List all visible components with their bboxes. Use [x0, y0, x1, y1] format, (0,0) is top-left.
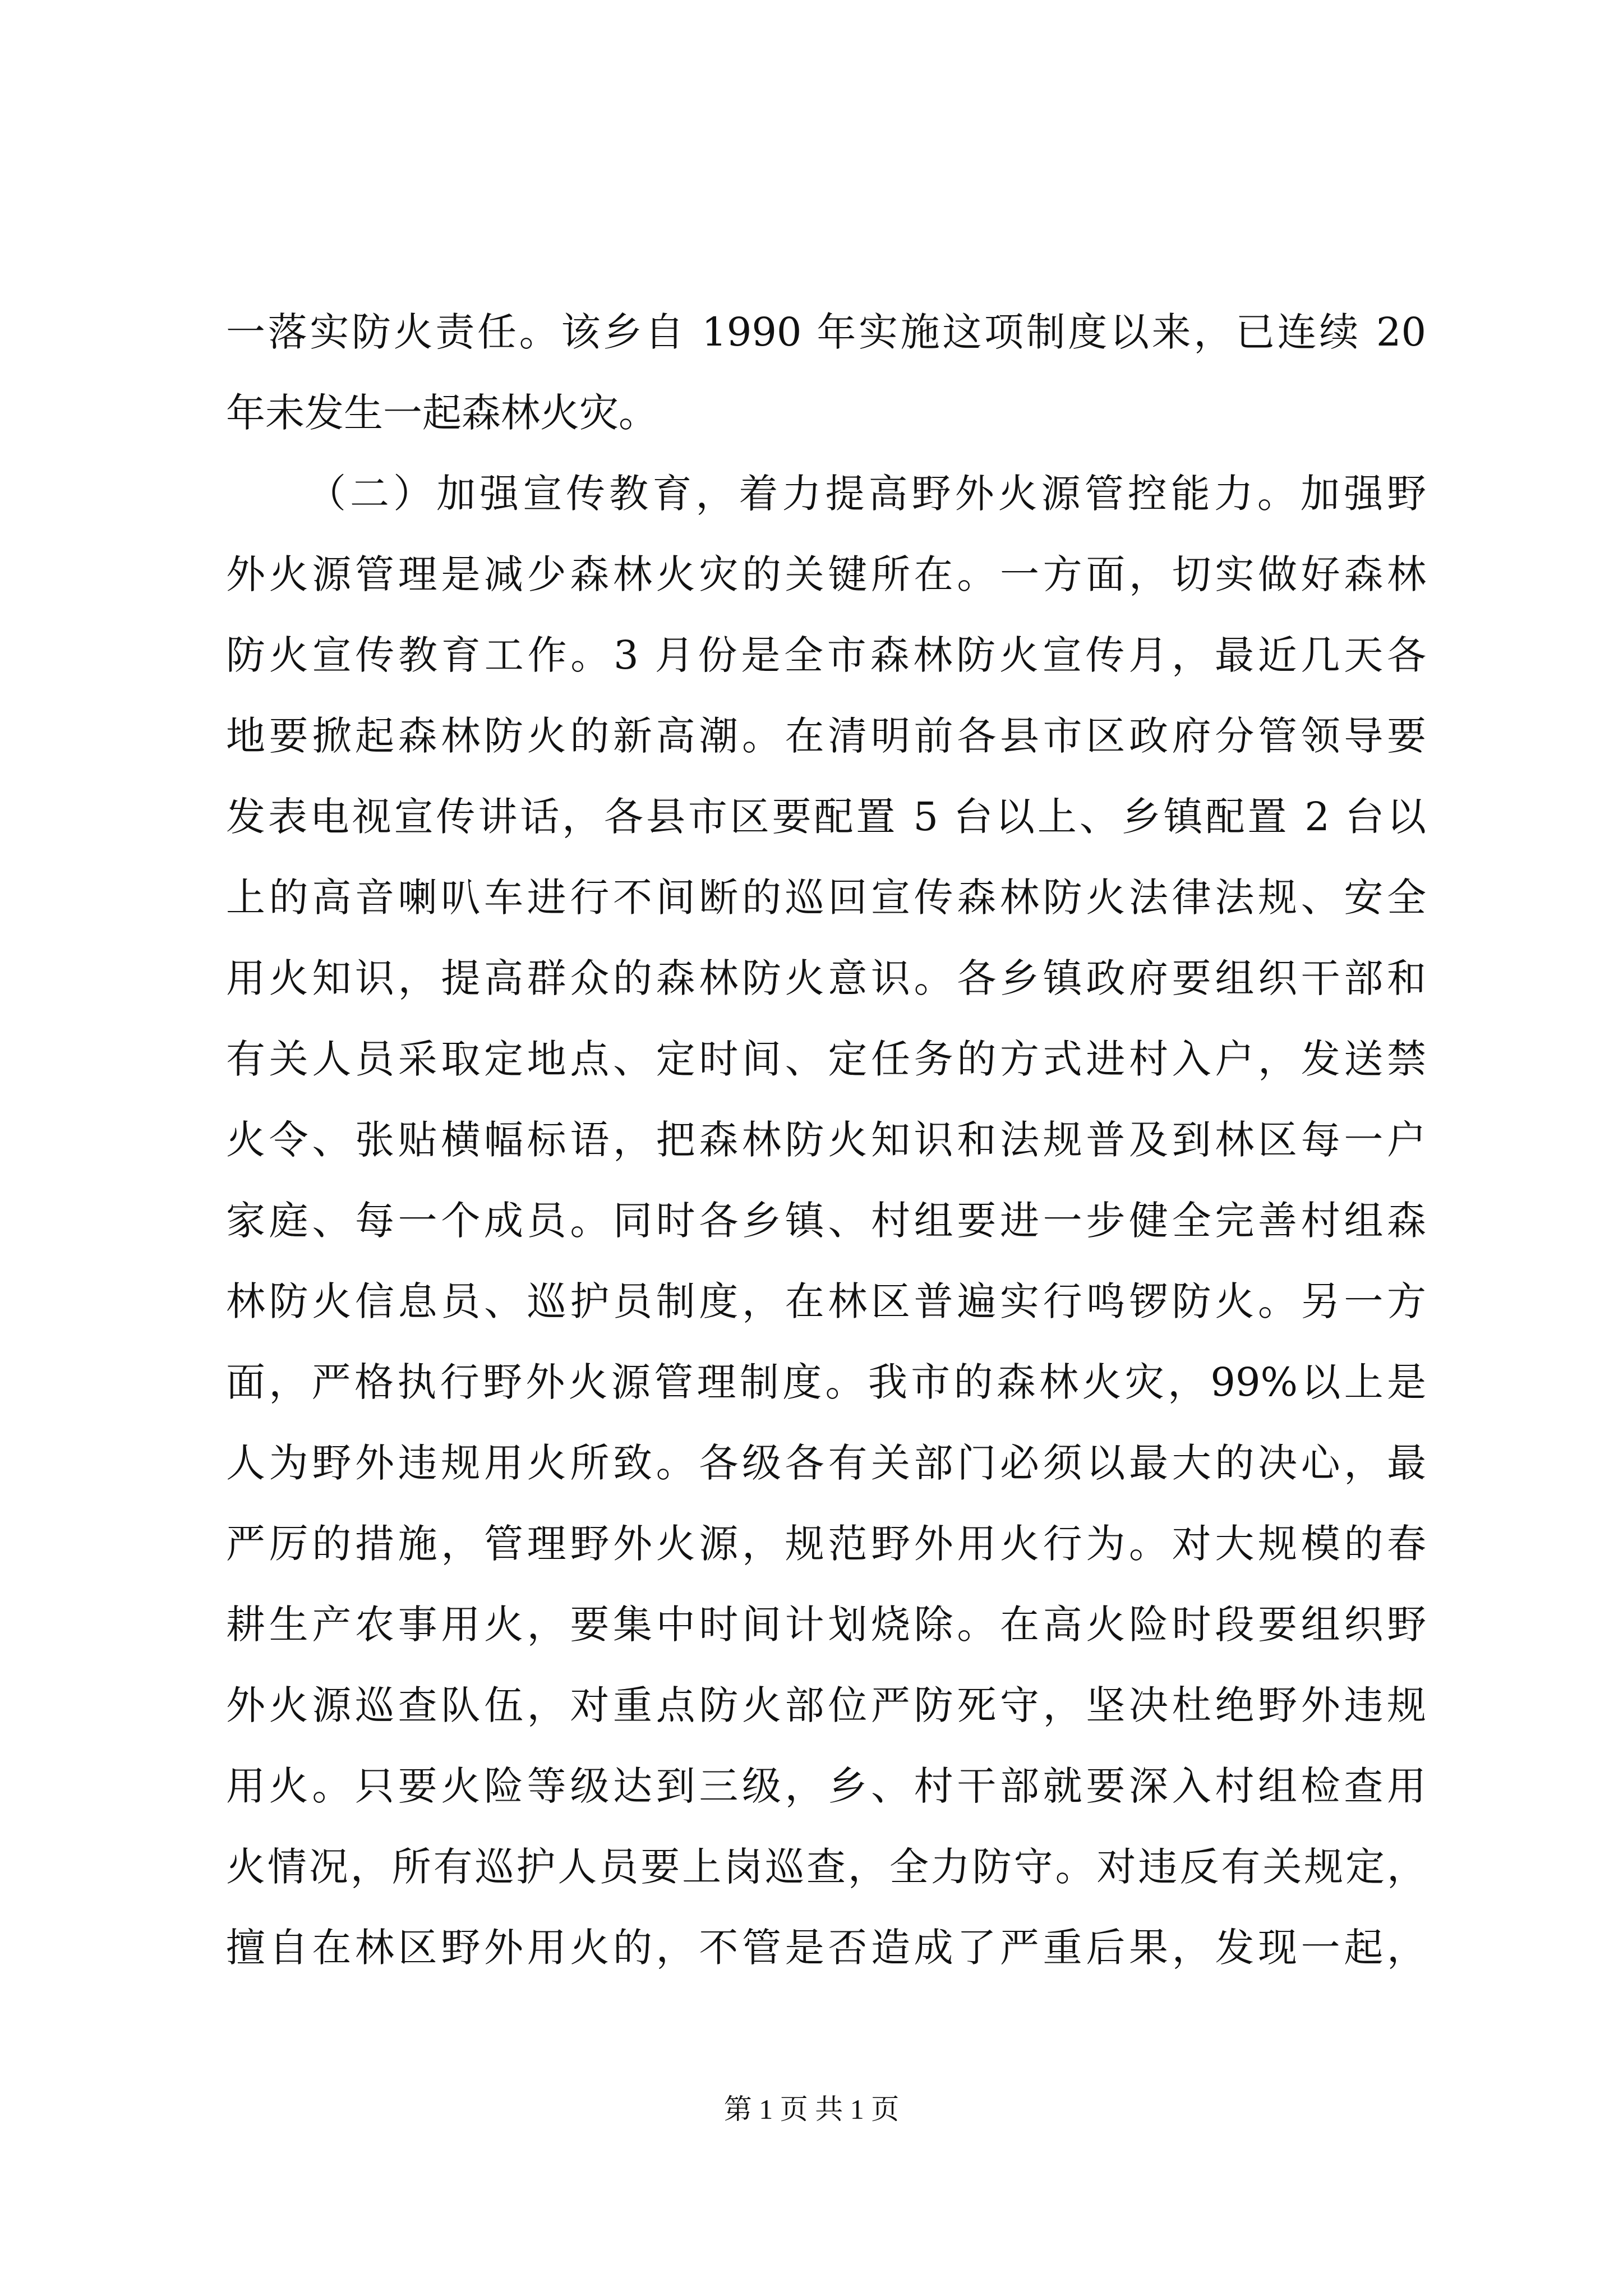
text-line: 擅自在林区野外用火的，不管是否造成了严重后果，发现一起， — [226, 1925, 1426, 1971]
text-line: 外火源巡查队伍，对重点防火部位严防死守，坚决杜绝野外违规 — [226, 1682, 1426, 1728]
text-line: 火情况，所有巡护人员要上岗巡查，全力防守。对违反有关规定， — [226, 1844, 1426, 1890]
text-line: 用火知识，提高群众的森林防火意识。各乡镇政府要组织干部和 — [226, 955, 1426, 1001]
text-line: 地要掀起森林防火的新高潮。在清明前各县市区政府分管领导要 — [226, 713, 1426, 759]
text-line: 人为野外违规用火所致。各级各有关部门必须以最大的决心，最 — [226, 1440, 1426, 1486]
text-line: 防火宣传教育工作。3 月份是全市森林防火宣传月，最近几天各 — [226, 632, 1426, 678]
text-line: 有关人员采取定地点、定时间、定任务的方式进村入户，发送禁 — [226, 1036, 1426, 1082]
text-line: 上的高音喇叭车进行不间断的巡回宣传森林防火法律法规、安全 — [226, 875, 1426, 921]
text-line: 发表电视宣传讲话，各县市区要配置 5 台以上、乡镇配置 2 台以 — [226, 794, 1426, 840]
text-line: 火令、张贴横幅标语，把森林防火知识和法规普及到林区每一户 — [226, 1117, 1426, 1163]
section-heading-line: （二）加强宣传教育，着力提高野外火源管控能力。加强野 — [307, 471, 1426, 517]
text-line: 林防火信息员、巡护员制度，在林区普遍实行鸣锣防火。另一方 — [226, 1278, 1426, 1324]
body-text — [226, 292, 1426, 1988]
text-line: 严厉的措施，管理野外火源，规范野外用火行为。对大规模的春 — [226, 1521, 1426, 1567]
text-line: 一落实防火责任。该乡自 1990 年实施这项制度以来，已连续 20 — [226, 309, 1426, 355]
page-footer — [0, 2090, 1623, 2129]
text-line: 家庭、每一个成员。同时各乡镇、村组要进一步健全完善村组森 — [226, 1198, 1426, 1244]
text-line: 耕生产农事用火，要集中时间计划烧除。在高火险时段要组织野 — [226, 1602, 1426, 1648]
text-line: 年未发生一起森林火灾。 — [226, 390, 658, 436]
text-line: 外火源管理是减少森林火灾的关键所在。一方面，切实做好森林 — [226, 551, 1426, 597]
text-line: 用火。只要火险等级达到三级，乡、村干部就要深入村组检查用 — [226, 1763, 1426, 1809]
text-line: 面，严格执行野外火源管理制度。我市的森林火灾，99%以上是 — [226, 1359, 1426, 1405]
page-number: 第 1 页 共 1 页 — [723, 2093, 900, 2125]
